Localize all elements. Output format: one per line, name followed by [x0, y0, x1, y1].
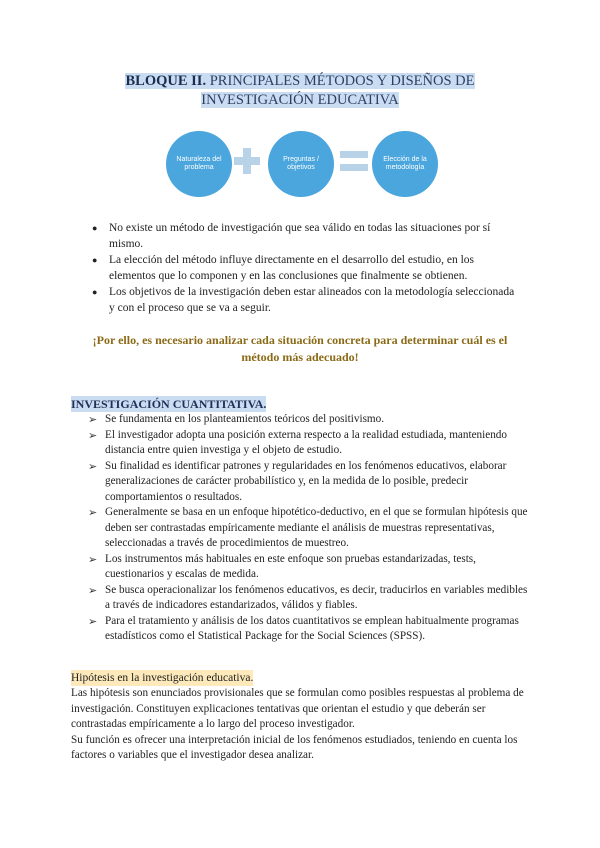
list-item: ➢ Se fundamenta en los planteamientos teóricos del positivismo.: [88, 413, 385, 426]
emphasis-note: ¡Por ello, es necesario analizar cada situación concreta para determinar cuál es el método más adecuado!: [92, 333, 508, 364]
circle-naturaleza: Naturaleza del problema: [166, 131, 232, 197]
bullet-icon: ●: [92, 223, 98, 233]
subsection-heading: Hipótesis en la investigación educativa.: [71, 672, 254, 684]
paragraph: Su función es ofrecer una interpretación inicial de los fenómenos estudiados, teniendo en cuenta los factores o variables que el investigador desea analizar.: [71, 733, 518, 761]
title-rest: PRINCIPALES MÉTODOS Y DISEÑOS DE: [206, 73, 475, 89]
page-title: [60, 72, 540, 110]
arrow-bullet-icon: ➢: [88, 552, 98, 566]
section-heading: INVESTIGACIÓN CUANTITATIVA.: [71, 397, 267, 411]
paragraph: Las hipótesis son enunciados provisionales que se formulan como posibles respuestas al problema de investigación. Constituyen explicaciones tentativas que orientan el estudio y que deberán ser contrastadas empíricamente a lo largo del proceso investigador.: [71, 687, 524, 730]
list-item: ● La elección del método influye directamente en el desarrollo del estudio, en los elementos que lo componen y en las conclusiones que finalmente se obtienen.: [92, 254, 474, 282]
title-bold: BLOQUE II.: [125, 73, 207, 89]
arrow-bullet-icon: ➢: [88, 583, 98, 597]
plus-icon: [232, 146, 262, 176]
arrow-bullet-icon: ➢: [88, 459, 98, 473]
hypothesis-text: [71, 686, 531, 764]
list-item: ➢ Su finalidad es identificar patrones y regularidades en los fenómenos educativos, elaborar generalizaciones de carácter probabilístico y, en la medida de lo posible, predecir comportamientos o resultados.: [88, 459, 507, 503]
list-item: ● No existe un método de investigación que sea válido en todas las situaciones por sí mismo.: [92, 222, 491, 250]
arrow-bullet-icon: ➢: [88, 428, 98, 442]
arrow-bullet-icon: ➢: [88, 506, 98, 519]
arrow-bullet-icon: ➢: [88, 614, 98, 628]
bullet-icon: ●: [92, 255, 98, 265]
bullet-icon: ●: [92, 287, 98, 297]
circle-eleccion: Elección de la metodología: [372, 131, 438, 197]
title-line-1: [125, 73, 474, 89]
list-item: ➢ Para el tratamiento y análisis de los datos cuantitativos se emplean habitualmente programas estadísticos como el Statistical Package for the Social Sciences (SPSS).: [88, 614, 519, 642]
quantitative-list: [88, 412, 528, 645]
list-item: ➢ Los instrumentos más habituales en este enfoque son pruebas estandarizadas, tests, cuestionarios y escalas de medida.: [88, 552, 476, 580]
intro-bullet-list: [92, 220, 522, 316]
list-item: ➢ Generalmente se basa en un enfoque hipotético-deductivo, en el que se formulan hipótesis que deben ser contrastadas empíricamente mediante el análisis de muestras representativas, seleccionadas a través de procedimientos de muestreo.: [88, 506, 528, 549]
title-line-2: INVESTIGACIÓN EDUCATIVA: [201, 92, 399, 108]
method-diagram: [0, 128, 600, 200]
list-item: ➢ El investigador adopta una posición externa respecto a la realidad estudiada, manteniendo distancia entre quien investiga y el objeto de estudio.: [88, 428, 507, 456]
list-item: ➢ Se busca operacionalizar los fenómenos educativos, es decir, traducirlos en variables medibles a través de indicadores estandarizados, válidos y fiables.: [88, 583, 528, 611]
list-item: ● Los objetivos de la investigación deben estar alineados con la metodología seleccionada y con el proceso que se va a seguir.: [92, 286, 515, 314]
equals-icon: [338, 148, 370, 174]
circle-preguntas: Preguntas / objetivos: [268, 131, 334, 197]
arrow-bullet-icon: ➢: [88, 413, 98, 426]
